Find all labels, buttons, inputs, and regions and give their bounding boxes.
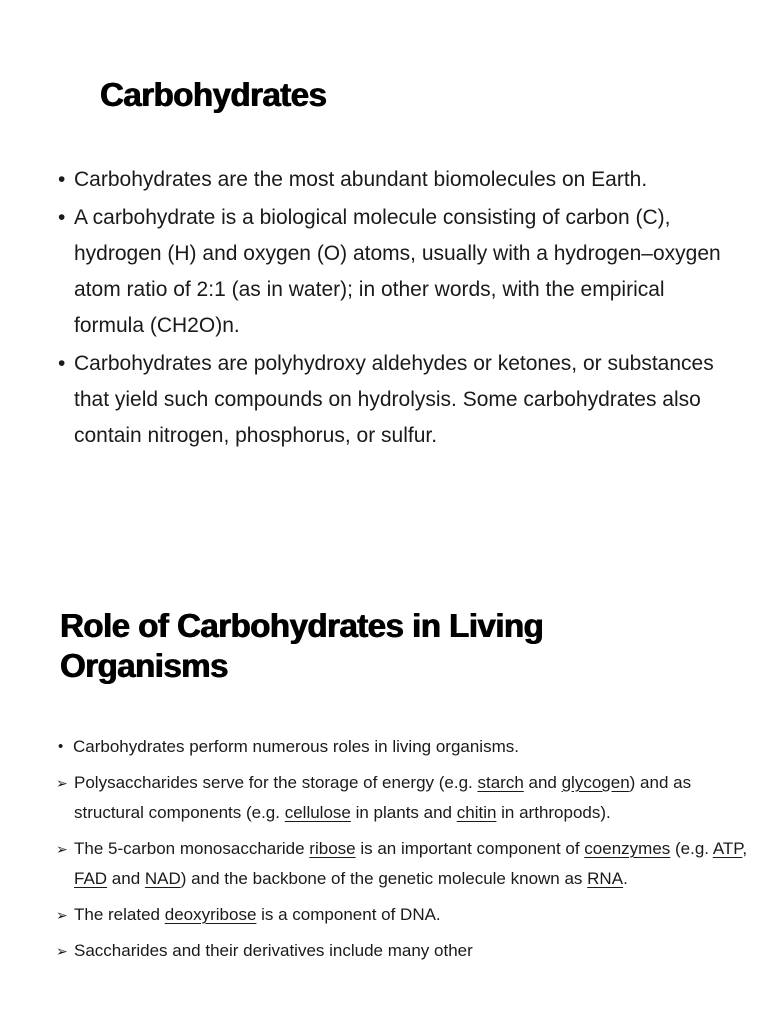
text-segment: is a component of DNA.: [256, 905, 441, 924]
link-glycogen[interactable]: glycogen: [561, 773, 630, 792]
link-ribose[interactable]: ribose: [309, 839, 356, 858]
text-segment: .: [623, 869, 628, 888]
text-segment: ) and the backbone of the genetic molecule known as: [180, 869, 588, 888]
arrow-bullet-icon: ➢: [56, 775, 68, 791]
bullet-text: A carbohydrate is a biological molecule consisting of carbon (C), hydrogen (H) and oxygen (O) atoms, usually with a hydrogen–oxygen atom ratio of 2:1 (as in water); in other words, with the empirical formula (CH2O)n.: [74, 206, 721, 337]
text-segment: The related: [74, 905, 165, 924]
text-segment: (e.g.: [670, 839, 713, 858]
text-segment: The 5-carbon monosaccharide: [74, 839, 310, 858]
link-rna[interactable]: RNA: [587, 869, 624, 888]
bullet-list: [58, 162, 728, 456]
text-segment: and: [107, 869, 145, 888]
arrow-bullet-icon: ➢: [56, 907, 68, 923]
bullet-marker: •: [58, 738, 64, 755]
bullet-text: Carbohydrates perform numerous roles in living organisms.: [73, 737, 519, 756]
link-atp[interactable]: ATP: [712, 839, 743, 858]
bullet-item: [58, 768, 748, 828]
bullet-item: [58, 346, 728, 454]
text-segment: in arthropods).: [496, 803, 611, 822]
bullet-text: Carbohydrates are the most abundant biomolecules on Earth.: [74, 168, 648, 191]
text-segment: ,: [742, 839, 748, 858]
slide-title: Role of Carbohydrates in Living Organisms: [60, 607, 544, 684]
link-deoxyribose[interactable]: deoxyribose: [164, 905, 257, 924]
bullet-item: [58, 936, 748, 966]
link-chitin[interactable]: chitin: [456, 803, 497, 822]
text-segment: and: [523, 773, 562, 792]
bullet-marker: •: [58, 168, 66, 191]
text-segment: in plants and: [350, 803, 457, 822]
text-segment: is an important component of: [355, 839, 585, 858]
bullet-marker: •: [58, 352, 66, 375]
link-cellulose[interactable]: cellulose: [284, 803, 351, 822]
bullet-item: [58, 162, 728, 198]
bullet-text: Carbohydrates are polyhydroxy aldehydes or ketones, or substances that yield such compounds on hydrolysis. Some carbohydrates also contain nitrogen, phosphorus, or sulfur.: [74, 352, 714, 447]
text-segment: ) and as structural components (e.g.: [74, 773, 692, 822]
text-segment: Polysaccharides serve for the storage of energy (e.g.: [74, 773, 478, 792]
slide-carbohydrates: [0, 0, 768, 500]
bullet-list: [58, 732, 748, 972]
text-segment: Saccharides and their derivatives include many other: [74, 941, 473, 960]
link-nad[interactable]: NAD: [144, 869, 181, 888]
bullet-item: [58, 834, 748, 894]
slide-title: Carbohydrates: [100, 76, 327, 113]
bullet-item: [58, 200, 728, 344]
bullet-marker: •: [58, 206, 66, 229]
link-coenzymes[interactable]: coenzymes: [584, 839, 671, 858]
bullet-item: [58, 732, 748, 762]
arrow-bullet-icon: ➢: [56, 943, 68, 959]
bullet-item: [58, 900, 748, 930]
arrow-bullet-icon: ➢: [56, 841, 68, 857]
link-starch[interactable]: starch: [477, 773, 524, 792]
slide-role-of-carbohydrates: [0, 560, 768, 1024]
link-fad[interactable]: FAD: [74, 869, 108, 888]
